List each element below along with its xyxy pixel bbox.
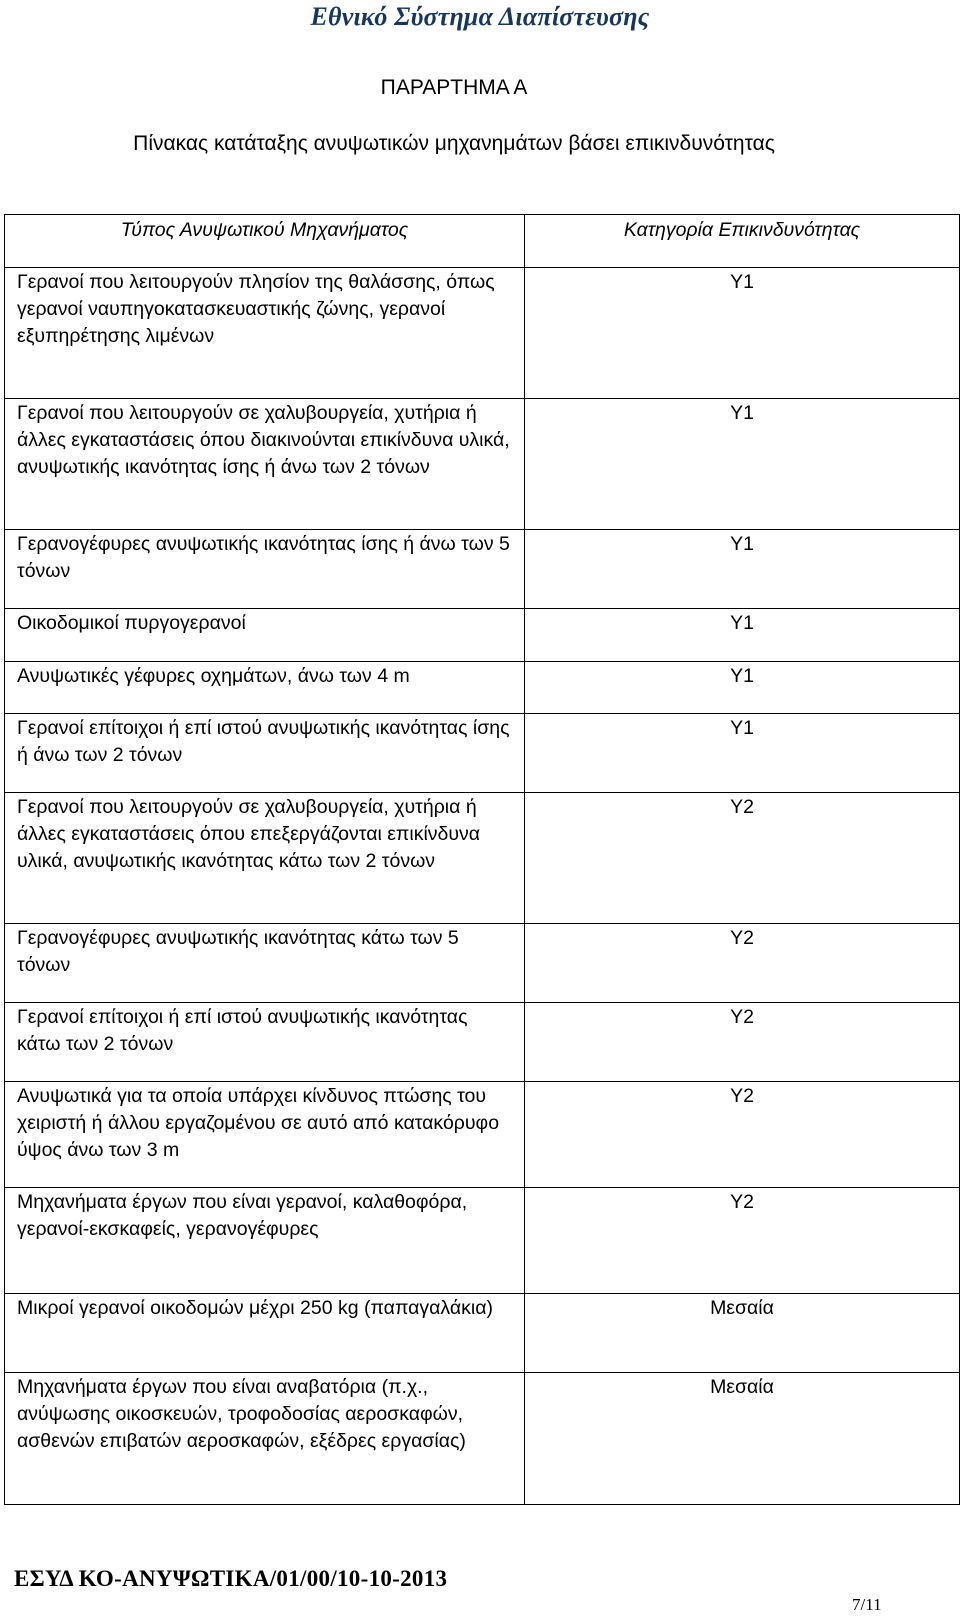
- machine-type-cell: Γερανοί που λειτουργούν σε χαλυβουργεία, χυτήρια ή άλλες εγκαταστάσεις όπου επεξεργάζονται επικίνδυνα υλικά, ανυψωτικής ικανότητας κάτω των 2 τόνων: [5, 793, 525, 924]
- risk-category-cell: Μεσαία: [525, 1373, 960, 1505]
- machine-type-cell: Ανυψωτικά για τα οποία υπάρχει κίνδυνος πτώσης του χειριστή ή άλλου εργαζομένου σε αυτό από κατακόρυφο ύψος άνω των 3 m: [5, 1082, 525, 1188]
- machine-type-cell: Μικροί γερανοί οικοδομών μέχρι 250 kg (παπαγαλάκια): [5, 1294, 525, 1373]
- machine-type-cell: Οικοδομικοί πυργογερανοί: [5, 609, 525, 662]
- risk-category-cell: Υ1: [525, 268, 960, 399]
- machine-type-cell: Γερανοί επίτοιχοι ή επί ιστού ανυψωτικής ικανότητας κάτω των 2 τόνων: [5, 1003, 525, 1082]
- risk-category-cell: Υ2: [525, 924, 960, 1003]
- header-title: Εθνικό Σύστημα Διαπίστευσης: [310, 2, 650, 31]
- machine-type-cell: Ανυψωτικές γέφυρες οχημάτων, άνω των 4 m: [5, 662, 525, 714]
- table-title: Πίνακας κατάταξης ανυψωτικών μηχανημάτων βάσει επικινδυνότητας: [133, 132, 775, 155]
- column-header-category: Κατηγορία Επικινδυνότητας: [525, 215, 960, 268]
- machine-type-cell: Μηχανήματα έργων που είναι αναβατόρια (π.χ., ανύψωσης οικοσκευών, τροφοδοσίας αεροσκαφών, ασθενών επιβατών αεροσκαφών, εξέδρες εργασίας): [5, 1373, 525, 1505]
- machine-type-cell: Γερανογέφυρες ανυψωτικής ικανότητας κάτω των 5 τόνων: [5, 924, 525, 1003]
- table-row: [5, 609, 960, 662]
- table-row: [5, 793, 960, 924]
- document-code: ΕΣΥΔ ΚΟ-ΑΝΥΨΩΤΙΚΑ/01/00/10-10-2013: [14, 1566, 448, 1591]
- risk-category-cell: Υ1: [525, 609, 960, 662]
- table-row: [5, 530, 960, 609]
- table-row: [5, 1188, 960, 1294]
- machine-type-cell: Μηχανήματα έργων που είναι γερανοί, καλαθοφόρα, γερανοί-εκσκαφείς, γερανογέφυρες: [5, 1188, 525, 1294]
- risk-category-cell: Υ2: [525, 1082, 960, 1188]
- table-row: [5, 714, 960, 793]
- machine-type-cell: Γερανοί που λειτουργούν σε χαλυβουργεία, χυτήρια ή άλλες εγκαταστάσεις όπου διακινούνται επικίνδυνα υλικά, ανυψωτικής ικανότητας ίσης ή άνω των 2 τόνων: [5, 399, 525, 530]
- machine-type-cell: Γερανοί που λειτουργούν πλησίον της θαλάσσης, όπως γερανοί ναυπηγοκατασκευαστικής ζώνης, γερανοί εξυπηρέτησης λιμένων: [5, 268, 525, 399]
- table-row: [5, 268, 960, 399]
- risk-category-cell: Υ1: [525, 714, 960, 793]
- risk-category-cell: Υ2: [525, 793, 960, 924]
- table-row: [5, 924, 960, 1003]
- risk-category-cell: Υ1: [525, 530, 960, 609]
- risk-classification-table: [4, 214, 960, 1505]
- machine-type-cell: Γερανογέφυρες ανυψωτικής ικανότητας ίσης ή άνω των 5 τόνων: [5, 530, 525, 609]
- column-header-type: Τύπος Ανυψωτικού Μηχανήματος: [5, 215, 525, 268]
- annex-title: ΠΑΡΑΡΤΗΜΑ Α: [380, 76, 528, 99]
- table-row: [5, 662, 960, 714]
- table-row: [5, 399, 960, 530]
- risk-category-cell: Υ2: [525, 1188, 960, 1294]
- table-header-row: [5, 215, 960, 268]
- page-number: 7/11: [852, 1595, 882, 1614]
- table-row: [5, 1003, 960, 1082]
- machine-type-cell: Γερανοί επίτοιχοι ή επί ιστού ανυψωτικής ικανότητας ίσης ή άνω των 2 τόνων: [5, 714, 525, 793]
- table-row: [5, 1082, 960, 1188]
- table-row: [5, 1294, 960, 1373]
- table-row: [5, 1373, 960, 1505]
- risk-category-cell: Μεσαία: [525, 1294, 960, 1373]
- risk-category-cell: Υ2: [525, 1003, 960, 1082]
- risk-category-cell: Υ1: [525, 399, 960, 530]
- risk-category-cell: Υ1: [525, 662, 960, 714]
